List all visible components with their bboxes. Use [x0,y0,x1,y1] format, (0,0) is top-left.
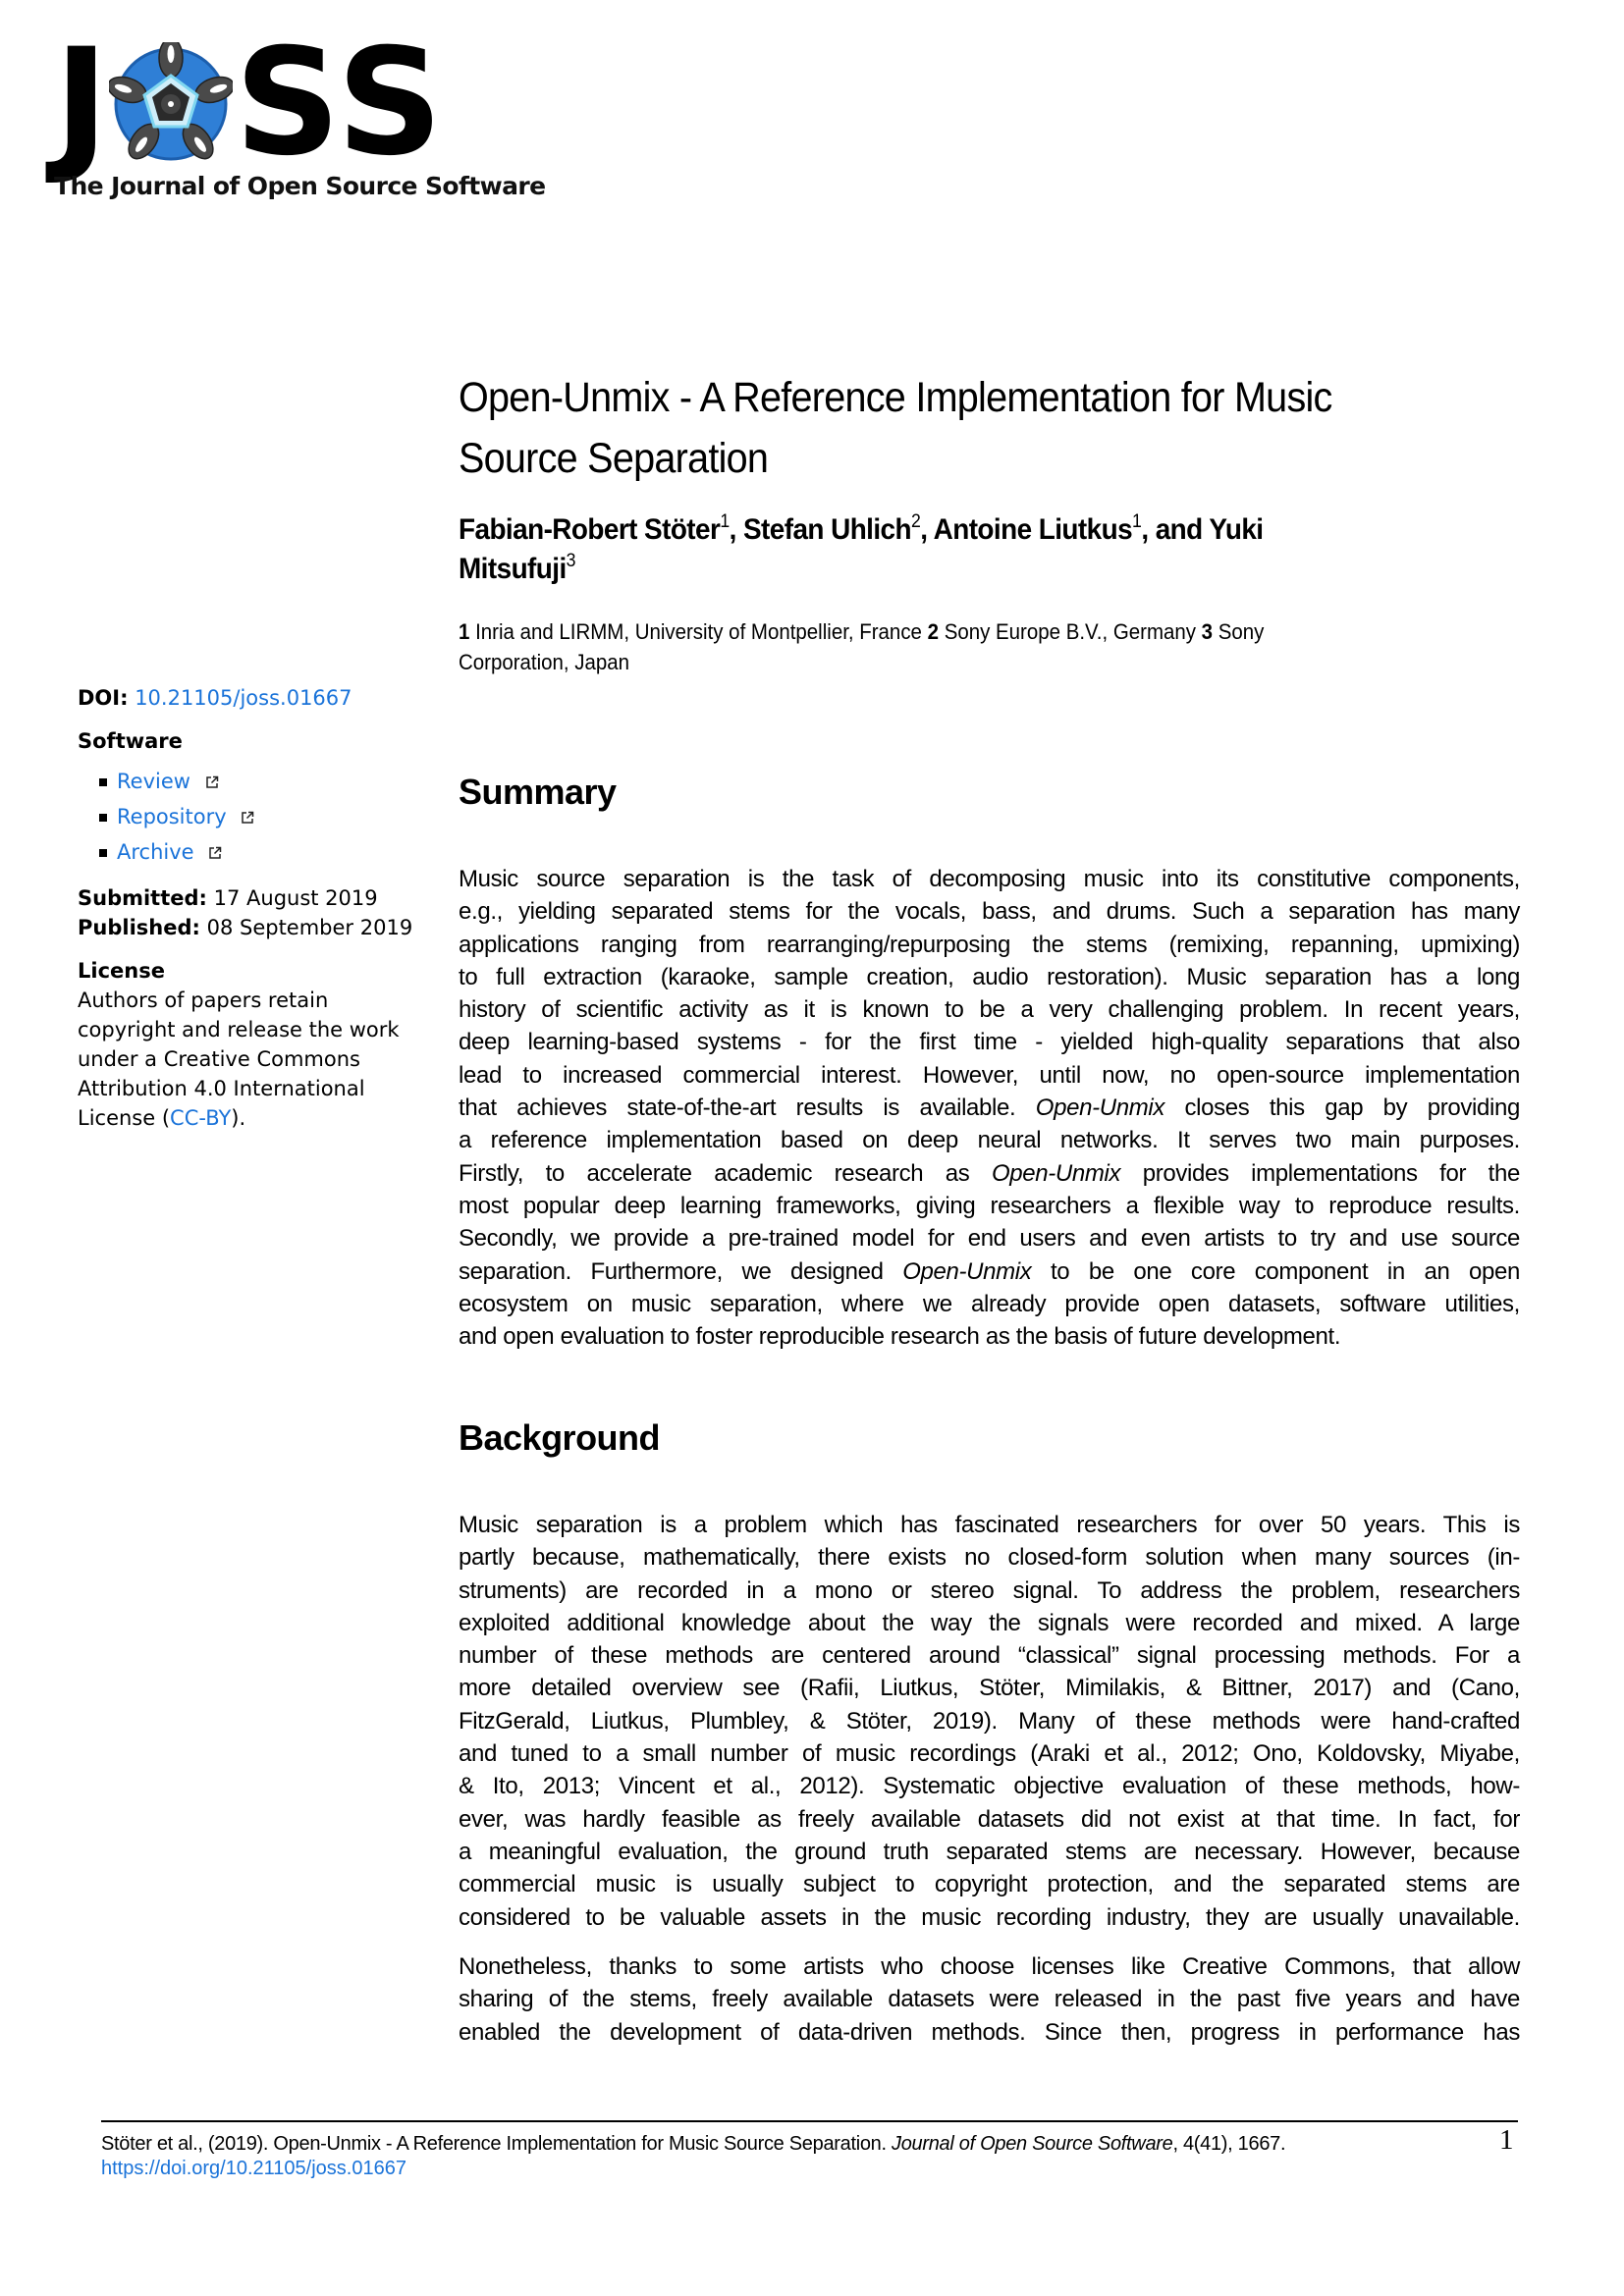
doi-link[interactable]: 10.21105/joss.01667 [135,686,352,710]
published-date: 08 September 2019 [206,916,413,939]
license-line: Attribution 4.0 International [78,1077,365,1100]
license-suffix: ). [231,1106,246,1130]
author-list: Fabian-Robert Stöter$^1$, Stefan Uhlich$^2$, Antoine Liutkus$^1$, and Yuki Mitsufuji$^3$ [459,511,1264,585]
software-link-archive[interactable] [117,834,431,870]
software-link-review[interactable] [117,764,431,799]
affiliation-text: Corporation, Japan [459,650,630,674]
license-heading: License [78,959,165,983]
background-paragraph-1 [459,1509,1520,1934]
logo-letter-s2: S [336,18,439,188]
text-line: deep learning-based systems - for the first time - yielded high-quality separations that also [459,1029,1520,1056]
software-name: Open-Unmix [991,1159,1121,1187]
journal-name: Journal of Open Source Software [892,2133,1173,2155]
affiliation-marker: 3 [566,551,575,571]
text-line: commercial music is usually subject to copyright protection, and the separated stems are [459,1871,1520,1898]
affiliation-text: Sony [1218,619,1265,644]
text-line: and tuned to a small number of music recordings (Araki et al., 2012; Ono, Koldovsky, Miyabe, [459,1740,1520,1768]
affiliation-marker: 1 [1132,511,1142,532]
doi-label: DOI: [78,686,129,710]
publication-dates [78,883,431,942]
external-link-icon [241,811,254,825]
submitted-row [78,883,431,913]
bullet-icon [99,814,107,822]
license-line: Authors of papers retain [78,988,329,1012]
license-prefix: License ( [78,1106,171,1130]
text-line: Music separation is a problem which has fascinated researchers for over 50 years. This is [459,1512,1520,1538]
license-text [78,986,431,1133]
published-row [78,913,431,942]
title-line-1: Open-Unmix - A Reference Implementation for Music [459,374,1332,421]
background-paragraph-2 [459,1950,1520,2049]
joss-logo [54,18,546,201]
text-line [459,1157,1520,1190]
affiliation-text: Inria and LIRMM, University of Montpellier, France [475,619,922,644]
review-link[interactable]: Review [117,770,190,793]
text-line: applications ranging from rearranging/repurposing the stems (remixing, repanning, upmixing) [459,931,1520,958]
software-name: Open-Unmix [902,1257,1032,1285]
author-name: Fabian-Robert Stöter [459,513,721,546]
cc-by-link[interactable]: CC-BY [170,1106,232,1130]
affiliation-marker: 2 [911,511,921,532]
text-line: more detailed overview see (Rafii, Liutkus, Stöter, Mimilakis, & Bittner, 2017) and (Cano, [459,1675,1520,1702]
logo-subtitle: The Journal of Open Source Software [54,172,546,200]
text-line: to full extraction (karaoke, sample creation, audio restoration). Music separation has a long [459,963,1520,990]
text-line: lead to increased commercial interest. However, until now, no open-source implementation [459,1061,1520,1089]
bullet-icon [99,778,107,786]
affiliation-number: 3 [1201,619,1214,644]
doi-url-link[interactable]: https://doi.org/10.21105/joss.01667 [101,2158,406,2179]
text-line: & Ito, 2013; Vincent et al., 2012). Systematic objective evaluation of these methods, how- [459,1773,1520,1800]
submitted-label: Submitted: [78,886,207,910]
text-line: e.g., yielding separated stems for the vocals, bass, and drums. Such a separation has many [459,898,1520,926]
citation-text: Stöter et al., (2019). Open-Unmix - A Reference Implementation for Music Source Separation. [101,2133,893,2155]
author-name: and Yuki [1155,513,1264,546]
affiliations [459,616,1499,677]
logo-letter-j: J [54,18,105,188]
page-number: 1 [1499,2124,1514,2156]
paper-header [459,367,1519,677]
text-line [459,1092,1520,1124]
author-name: Antoine Liutkus [933,513,1133,546]
text-line: Secondly, we provide a pre-trained model for end users and even artists to try and use source [459,1225,1520,1253]
paper-title [459,367,1497,489]
text-line: Nonetheless, thanks to some artists who choose licenses like Creative Commons, that allow [459,1953,1520,1980]
text-run: Firstly, to accelerate academic research as [459,1159,992,1187]
joss-polyhedron-logo-icon [109,42,233,166]
text-line [459,1255,1520,1288]
text-line: struments) are recorded in a mono or stereo signal. To address the problem, researchers [459,1576,1520,1604]
text-line: number of these methods are centered around “classical” signal processing methods. For a [459,1642,1520,1670]
text-line: history of scientific activity as it is known to be a very challenging problem. In recent years, [459,996,1520,1024]
summary-paragraph [459,863,1520,1353]
sidebar-metadata [78,683,431,1133]
text-line: FitzGerald, Liutkus, Plumbley, & Stöter, 2019). Many of these methods were hand-crafted [459,1707,1520,1735]
submitted-date: 17 August 2019 [213,886,378,910]
text-line: and open evaluation to foster reproducible research as the basis of future development. [459,1323,1341,1351]
text-line: partly because, mathematically, there exists no closed-form solution when many sources (in- [459,1544,1520,1572]
license-line [78,1103,431,1133]
affiliation-number: 1 [459,619,470,644]
text-line: a meaningful evaluation, the ground truth separated stems are necessary. However, because [459,1838,1520,1865]
text-run: separation. Furthermore, we designed [459,1257,903,1285]
text-line: enabled the development of data-driven methods. Since then, progress in performance has [459,2018,1520,2046]
title-line-2: Source Separation [459,435,769,482]
author-name: Stefan Uhlich [742,513,912,546]
text-line: Music source separation is the task of decomposing music into its constitutive components, [459,866,1520,892]
doi-row [78,683,431,713]
logo-letter-s1: S [234,18,337,188]
software-links [78,764,431,870]
text-line: ecosystem on music separation, where we already provide open datasets, software utilities, [459,1290,1520,1317]
text-run: closes this gap by providing [1164,1095,1520,1122]
affiliation-text: Sony Europe B.V., Germany [944,619,1196,644]
text-line: considered to be valuable assets in the music recording industry, they are usually unavailable. [459,1903,1520,1931]
text-line: ever, was hardly feasible as freely available datasets did not exist at that time. In fact, for [459,1805,1520,1833]
background-heading: Background [459,1417,661,1458]
software-heading: Software [78,729,183,753]
text-line: sharing of the stems, freely available datasets were released in the past five years and have [459,1986,1520,2013]
external-link-icon [208,846,222,860]
text-line: exploited additional knowledge about the way the signals were recorded and mixed. A large [459,1609,1520,1636]
license-line: under a Creative Commons [78,1047,360,1071]
software-link-repository[interactable] [117,799,431,834]
bullet-icon [99,849,107,857]
text-run: that achieves state-of-the-art results is available. [459,1095,1036,1122]
external-link-icon [205,775,219,789]
text-line: a reference implementation based on deep neural networks. It serves two main purposes. [459,1127,1520,1154]
software-name: Open-Unmix [1035,1095,1165,1122]
text-run: provides implementations for the [1120,1159,1520,1187]
footer-citation [101,2131,1285,2157]
text-run: to be one core component in an open [1031,1257,1520,1285]
summary-heading: Summary [459,772,617,812]
citation-text: , 4(41), 1667. [1172,2133,1286,2155]
license-line: copyright and release the work [78,1018,400,1041]
affiliation-number: 2 [927,619,940,644]
text-line: most popular deep learning frameworks, giving researchers a flexible way to reproduce results. [459,1192,1520,1219]
archive-link[interactable]: Archive [117,840,194,864]
footer-divider [101,2120,1518,2122]
repository-link[interactable]: Repository [117,805,227,828]
author-name: Mitsufuji [459,553,567,585]
affiliation-marker: 1 [720,511,730,532]
published-label: Published: [78,916,200,939]
